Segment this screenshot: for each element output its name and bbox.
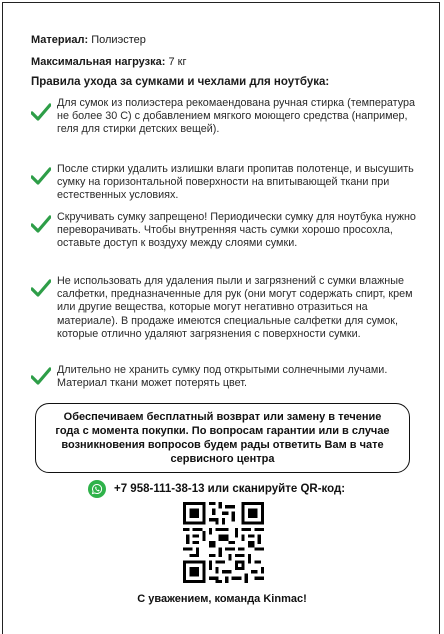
care-rule-text: Не использовать для удаления пыли и загрязнений с сумки влажные салфетки, предназначенные для рук (они могут содержать спирт, крем или другие вещества, которые могут негативно отразиться на материале). В продаже имеются специальные салфетки для сумок, которые отлично удаляют загрязнения с поверхности сумки. — [57, 275, 413, 340]
warranty-notice — [35, 403, 410, 473]
load-label: Максимальная нагрузка: — [31, 56, 166, 68]
load-value: 7 кг — [168, 56, 187, 68]
checkmark-icon — [31, 367, 51, 385]
whatsapp-icon[interactable] — [88, 480, 106, 498]
checkmark-icon — [31, 279, 51, 297]
care-rules-title: Правила ухода за сумками и чехлами для ноутбука: — [31, 76, 330, 88]
material-label: Материал: — [31, 34, 89, 46]
load-spec — [31, 55, 186, 69]
contact-line — [88, 480, 345, 498]
care-rule-text: После стирки удалить излишки влаги пропитав полотенце, и высушить сумку на горизонтальной поверхности на впитывающей ткани при естественных условиях. — [57, 163, 414, 202]
qr-code[interactable] — [183, 502, 264, 583]
warranty-notice-text: Обеспечиваем бесплатный возврат или замену в течение года с момента покупки. По вопросам гарантии или в случае возникновения вопросов будем рады ответить Вам в чате сервисного центра — [55, 411, 390, 465]
checkmark-icon — [31, 215, 51, 233]
checkmark-icon — [31, 103, 51, 121]
care-rule-text: Длительно не хранить сумку под открытыми солнечными лучами. Материал ткани может потерять цвет. — [57, 364, 388, 390]
care-rule-text: Для сумок из полиэстера рекомаендована ручная стирка (температура не более 30 С) с добавлением мягкого моющего средства (например, геля для стирки детских вещей). — [57, 97, 415, 136]
contact-phone-text[interactable]: +7 958-111-38-13 или сканируйте QR-код: — [114, 483, 346, 495]
material-value: Полиэстер — [91, 34, 146, 46]
material-spec — [31, 33, 146, 47]
care-rule-text: Скручивать сумку запрещено! Периодически сумку для ноутбука нужно переворачивать. Чтобы внутренняя часть сумки хорошо просохла, оставьте доступ к воздуху между слоями сумки. — [57, 211, 416, 250]
checkmark-icon — [31, 167, 51, 185]
signature-text: С уважением, команда Kinmac! — [137, 593, 307, 605]
